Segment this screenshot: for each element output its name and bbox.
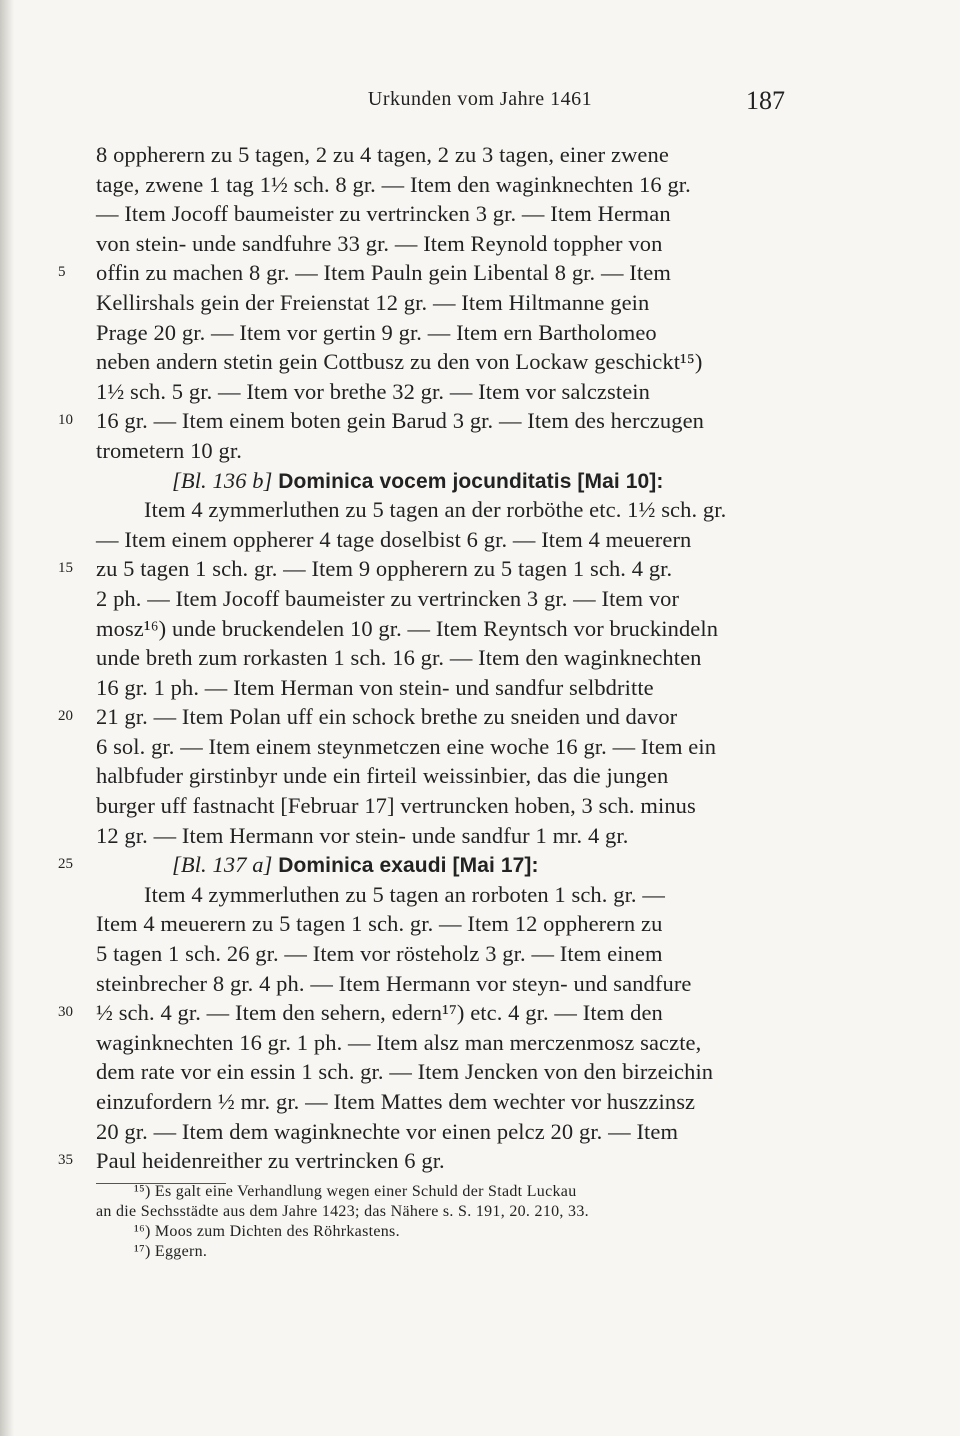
- text-line: — Item einem oppherer 4 tage doselbist 6 gr. — Item 4 meuerern: [96, 526, 692, 552]
- text-line: Item 4 zymmerluthen zu 5 tagen an rorboten 1 sch. gr. —: [144, 881, 665, 907]
- text-line: 12 gr. — Item Hermann vor stein- unde sandfur 1 mr. 4 gr.: [96, 822, 629, 848]
- page-edge-shadow: [0, 0, 14, 1436]
- line-number: 5: [58, 264, 66, 281]
- line-number: 25: [58, 856, 73, 873]
- text-line: offin zu machen 8 gr. — Item Pauln gein Libental 8 gr. — Item: [96, 260, 671, 286]
- text-line: 1½ sch. 5 gr. — Item vor brethe 32 gr. — Item vor salczstein: [96, 378, 650, 404]
- text-line: 16 gr. — Item einem boten gein Barud 3 gr. — Item des herczugen: [96, 408, 705, 434]
- text-line: 8 oppherern zu 5 tagen, 2 zu 4 tagen, 2 zu 3 tagen, einer zwene: [96, 142, 669, 167]
- text-line: Kellirshals gein der Freienstat 12 gr. — Item Hiltmanne gein: [96, 289, 650, 315]
- line-number: 35: [58, 1152, 73, 1169]
- text-line: zu 5 tagen 1 sch. gr. — Item 9 oppherern zu 5 tagen 1 sch. 4 gr.: [96, 556, 673, 582]
- heading-date: Dominica vocem jocunditatis [Mai 10]:: [278, 469, 664, 493]
- heading-date: Dominica exaudi [Mai 17]:: [278, 854, 539, 878]
- text-line: einzufordern ½ mr. gr. — Item Mattes dem wechter vor huszzinsz: [96, 1089, 696, 1114]
- line-number: 15: [58, 560, 73, 577]
- text-line: waginknechten 16 gr. 1 ph. — Item alsz man merczenmosz saczte,: [96, 1029, 702, 1055]
- footnote-line: an die Sechsstädte aus dem Jahre 1423; das Nähere s. S. 191, 20. 210, 33.: [96, 1203, 589, 1220]
- line-number: 30: [58, 1004, 73, 1021]
- line-number: 20: [58, 708, 73, 725]
- text-line: Item 4 zymmerluthen zu 5 tagen an der rorböthe etc. 1½ sch. gr.: [144, 497, 727, 523]
- text-line: mosz¹⁶) unde bruckendelen 10 gr. — Item Reyntsch vor bruckindeln: [96, 615, 719, 641]
- text-line: unde breth zum rorkasten 1 sch. 16 gr. — Item den waginknechten: [96, 645, 702, 671]
- text-line: steinbrecher 8 gr. 4 ph. — Item Hermann vor steyn- und sandfure: [96, 970, 692, 996]
- text-line: dem rate vor ein essin 1 sch. gr. — Item Jencken von den birzeichin: [96, 1059, 714, 1085]
- text-line: 20 gr. — Item dem waginknechte vor einen pelcz 20 gr. — Item: [96, 1118, 679, 1144]
- section-heading: [96, 850, 796, 880]
- text-line: 16 gr. 1 ph. — Item Herman von stein- und sandfur selbdritte: [96, 674, 654, 700]
- text-line: 5 tagen 1 sch. 26 gr. — Item vor rösteholz 3 gr. — Item einem: [96, 941, 663, 967]
- text-line: neben andern stetin gein Cottbusz zu den von Lockaw geschickt¹⁵): [96, 349, 703, 375]
- folio-reference: [Bl. 136 b]: [172, 467, 273, 493]
- page-number: 187: [746, 86, 785, 115]
- body-text: [96, 140, 796, 1176]
- footnote-line: ¹⁶) Moos zum Dichten des Röhrkastens.: [134, 1223, 400, 1240]
- text-line: Item 4 meuerern zu 5 tagen 1 sch. gr. — Item 12 oppherern zu: [96, 911, 663, 937]
- text-line: — Item Jocoff baumeister zu vertrincken 3 gr. — Item Herman: [96, 201, 671, 227]
- footnote-line: ¹⁵) Es galt eine Verhandlung wegen einer Schuld der Stadt Luckau: [134, 1183, 577, 1200]
- running-title: Urkunden vom Jahre 1461: [367, 88, 593, 110]
- section-heading: [96, 466, 796, 496]
- text-line: von stein- unde sandfuhre 33 gr. — Item Reynold toppher von: [96, 230, 663, 256]
- text-line: 2 ph. — Item Jocoff baumeister zu vertrincken 3 gr. — Item vor: [96, 585, 680, 611]
- folio-reference: [Bl. 137 a]: [172, 852, 273, 878]
- footnote-line: ¹⁷) Eggern.: [134, 1243, 208, 1260]
- text-line: Prage 20 gr. — Item vor gertin 9 gr. — Item ern Bartholomeo: [96, 319, 657, 345]
- text-line: 6 sol. gr. — Item einem steynmetczen eine woche 16 gr. — Item ein: [96, 733, 717, 759]
- footnotes: [96, 1182, 796, 1262]
- text-line: burger uff fastnacht [Februar 17] vertruncken hoben, 3 sch. minus: [96, 793, 696, 819]
- text-line: ½ sch. 4 gr. — Item den sehern, edern¹⁷) etc. 4 gr. — Item den: [96, 1000, 663, 1026]
- text-line: Paul heidenreither zu vertrincken 6 gr.: [96, 1148, 445, 1174]
- text-line: tage, zwene 1 tag 1½ sch. 8 gr. — Item den waginknechten 16 gr.: [96, 171, 691, 197]
- text-line: trometern 10 gr.: [96, 437, 242, 463]
- text-line: 21 gr. — Item Polan uff ein schock brethe zu sneiden und davor: [96, 704, 678, 730]
- text-line: halbfuder girstinbyr unde ein firteil weissinbier, das die jungen: [96, 763, 669, 789]
- line-number: 10: [58, 412, 73, 429]
